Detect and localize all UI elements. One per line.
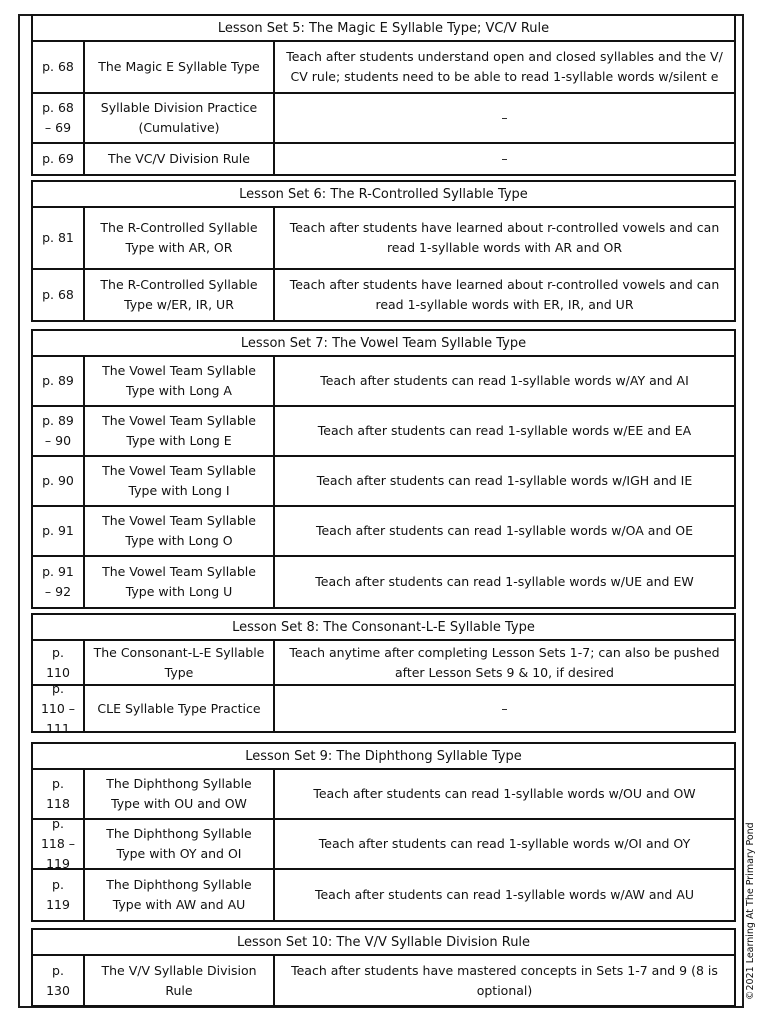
page-reference: p. 91: [33, 507, 85, 555]
page-reference: p. 69: [33, 144, 85, 174]
lesson-name: The R-Controlled Syllable Type with AR, OR: [85, 208, 275, 268]
lesson-set-table: [31, 14, 736, 176]
table-row: [33, 357, 734, 407]
teaching-note: Teach after students can read 1-syllable words w/OU and OW: [313, 786, 696, 801]
lesson-set-title: Lesson Set 8: The Consonant-L-E Syllable Type: [33, 615, 734, 641]
teaching-note: Teach anytime after completing Lesson Sets 1-7; can also be pushed after Lesson Sets 9 & 10, if desired: [289, 644, 720, 680]
table-row: [33, 407, 734, 457]
lesson-set-table: [31, 180, 736, 322]
table-row: [33, 507, 734, 557]
page-reference: p. 110 – 111: [33, 686, 85, 731]
lesson-set-title: Lesson Set 9: The Diphthong Syllable Type: [33, 744, 734, 770]
teaching-note: Teach after students can read 1-syllable words w/IGH and IE: [316, 473, 693, 488]
table-row: [33, 144, 734, 174]
teaching-note: Teach after students can read 1-syllable words w/AW and AU: [314, 887, 695, 902]
teaching-note: Teach after students can read 1-syllable words w/OA and OE: [315, 523, 694, 538]
lesson-name: The VC/V Division Rule: [85, 144, 275, 174]
copyright-text: ©2021 Learning At The Primary Pond: [745, 822, 756, 1000]
teaching-note: –: [501, 151, 508, 166]
page-reference: p. 118 – 119: [33, 820, 85, 868]
lesson-name: The V/V Syllable Division Rule: [85, 956, 275, 1005]
table-row: [33, 870, 734, 920]
table-row: [33, 680, 734, 736]
lesson-name: The Diphthong Syllable Type with AW and AU: [85, 870, 275, 920]
lesson-name: The Vowel Team Syllable Type with Long O: [85, 507, 275, 555]
lesson-name: The Vowel Team Syllable Type with Long I: [85, 457, 275, 505]
table-row: [33, 94, 734, 144]
lesson-set-table: [31, 613, 736, 736]
lesson-name: The Vowel Team Syllable Type with Long A: [85, 357, 275, 405]
teaching-note: –: [501, 110, 508, 125]
page-reference: p. 130: [33, 956, 85, 1005]
table-row: [33, 816, 734, 871]
lesson-set-title: Lesson Set 5: The Magic E Syllable Type; VC/V Rule: [33, 16, 734, 42]
teaching-note: Teach after students can read 1-syllable words w/UE and EW: [315, 574, 694, 589]
lesson-name: The Diphthong Syllable Type with OY and OI: [85, 820, 275, 868]
lesson-name: Syllable Division Practice (Cumulative): [85, 94, 275, 142]
table-row: [33, 270, 734, 320]
lesson-name: The Diphthong Syllable Type with OU and OW: [85, 770, 275, 818]
teaching-note: Teach after students can read 1-syllable words w/AY and AI: [320, 373, 689, 388]
teaching-note: Teach after students have learned about r-controlled vowels and can read 1-syllable words with ER, IR, and UR: [289, 277, 720, 312]
page-reference: p. 89: [33, 357, 85, 405]
page-reference: p. 110: [33, 641, 85, 684]
lesson-name: CLE Syllable Type Practice: [85, 686, 275, 731]
table-row: [33, 641, 734, 686]
page-reference: p. 81: [33, 208, 85, 268]
table-row: [33, 208, 734, 270]
table-row: [33, 956, 734, 1005]
lesson-name: The Magic E Syllable Type: [85, 42, 275, 92]
table-row: [33, 457, 734, 507]
table-row: [33, 557, 734, 607]
page-reference: p. 90: [33, 457, 85, 505]
lesson-set-table: [31, 928, 736, 1007]
page-reference: p. 68 – 69: [33, 94, 85, 142]
page-reference: p. 68: [33, 42, 85, 92]
lesson-name: The R-Controlled Syllable Type w/ER, IR, UR: [85, 270, 275, 320]
page-reference: p. 119: [33, 870, 85, 920]
lesson-set-title: Lesson Set 7: The Vowel Team Syllable Type: [33, 331, 734, 357]
teaching-note: Teach after students understand open and closed syllables and the V/ CV rule; students need to be able to read 1-syllable words w/silent e: [286, 49, 723, 84]
lesson-set-title: Lesson Set 6: The R-Controlled Syllable Type: [33, 182, 734, 208]
lesson-set-table: [31, 742, 736, 922]
lesson-set-title: Lesson Set 10: The V/V Syllable Division Rule: [33, 930, 734, 956]
page-reference: p. 89 – 90: [33, 407, 85, 455]
teaching-note: Teach after students have learned about r-controlled vowels and can read 1-syllable words with AR and OR: [289, 220, 720, 255]
lesson-name: The Vowel Team Syllable Type with Long E: [85, 407, 275, 455]
lesson-name: The Vowel Team Syllable Type with Long U: [85, 557, 275, 607]
lesson-name: The Consonant-L-E Syllable Type: [85, 641, 275, 684]
page-reference: p. 68: [33, 270, 85, 320]
lesson-set-table: [31, 329, 736, 609]
table-row: [33, 770, 734, 820]
page-reference: p. 91 – 92: [33, 557, 85, 607]
teaching-note: –: [501, 700, 508, 716]
page-reference: p. 118: [33, 770, 85, 818]
teaching-note: Teach after students have mastered concepts in Sets 1-7 and 9 (8 is optional): [291, 962, 718, 998]
teaching-note: Teach after students can read 1-syllable words w/OI and OY: [318, 836, 691, 851]
table-row: [33, 42, 734, 94]
teaching-note: Teach after students can read 1-syllable words w/EE and EA: [317, 423, 692, 438]
